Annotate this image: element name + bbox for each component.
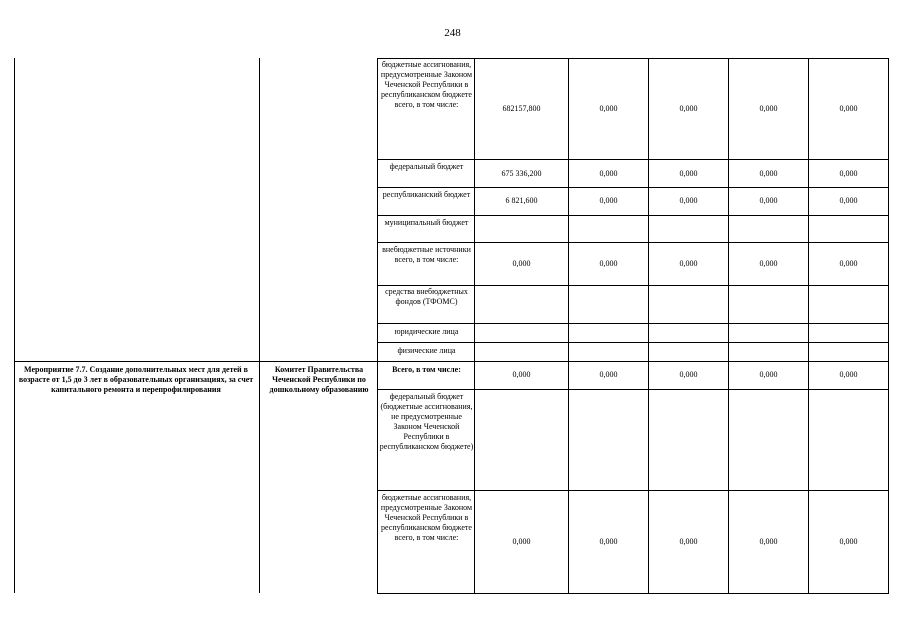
cell-value: 0,000 — [512, 259, 531, 268]
cell-value: 0,000 — [759, 196, 778, 205]
row-label: внебюджетные источники всего, в том числе: — [382, 245, 471, 264]
cell-value: 675 336,200 — [501, 169, 542, 178]
row-border — [377, 187, 889, 188]
row-border — [377, 285, 889, 286]
row-label: муниципальный бюджет — [384, 218, 469, 227]
cell-value: 0,000 — [839, 259, 858, 268]
cell-value: 0,000 — [679, 169, 698, 178]
row-border — [377, 389, 889, 390]
cell-value: 0,000 — [759, 370, 778, 379]
row-label: бюджетные ассигнования, предусмотренные Законом Чеченской Республики в республиканском бюджете всего, в том числе: — [380, 60, 473, 109]
cell-value: 0,000 — [599, 169, 618, 178]
row-border — [377, 242, 889, 243]
page-number: 248 — [444, 27, 461, 39]
row-border — [377, 159, 889, 160]
cell-value: 0,000 — [599, 104, 618, 113]
row-label: республиканский бюджет — [382, 190, 471, 199]
cell-value: 6 821,600 — [505, 196, 538, 205]
row-label: физические лица — [397, 346, 456, 355]
col-border — [568, 58, 569, 593]
col-border — [474, 58, 475, 593]
cell-value: 682157,800 — [502, 104, 541, 113]
col-border — [377, 58, 378, 593]
cell-value: 0,000 — [679, 370, 698, 379]
col-border — [259, 58, 260, 593]
row-label: федеральный бюджет (бюджетные ассигнования, не предусмотренные Законом Чеченской Республики в республиканском бюджете) — [379, 392, 474, 451]
row-border — [377, 323, 889, 324]
cell-value: 0,000 — [839, 196, 858, 205]
cell-value: 0,000 — [679, 196, 698, 205]
col-border — [648, 58, 649, 593]
measure-executor: Комитет Правительства Чеченской Республики по дошкольному образованию — [269, 365, 369, 394]
cell-value: 0,000 — [679, 104, 698, 113]
cell-value: 0,000 — [839, 370, 858, 379]
cell-value: 0,000 — [679, 259, 698, 268]
cell-value: 0,000 — [599, 259, 618, 268]
cell-value: 0,000 — [679, 537, 698, 546]
cell-value: 0,000 — [512, 537, 531, 546]
cell-value: 0,000 — [839, 104, 858, 113]
row-border — [377, 58, 889, 59]
cell-value: 0,000 — [599, 537, 618, 546]
row-border — [377, 490, 889, 491]
cell-value: 0,000 — [759, 537, 778, 546]
cell-value: 0,000 — [599, 370, 618, 379]
measure-title: Мероприятие 7.7. Создание дополнительных мест для детей в возрасте от 1,5 до 3 лет в образовательных организациях, за счет капитального ремонта и перепрофилирования — [18, 365, 254, 394]
row-border — [14, 361, 889, 362]
cell-value: 0,000 — [759, 169, 778, 178]
cell-value: 0,000 — [759, 104, 778, 113]
row-label: федеральный бюджет — [389, 162, 464, 171]
col-border — [888, 58, 889, 593]
col-border — [808, 58, 809, 593]
cell-value: 0,000 — [839, 169, 858, 178]
cell-value: 0,000 — [512, 370, 531, 379]
row-label: Всего, в том числе: — [392, 365, 461, 374]
row-label: бюджетные ассигнования, предусмотренные Законом Чеченской Республики в республиканском бюджете всего, в том числе: — [380, 493, 473, 542]
row-border — [377, 342, 889, 343]
row-label: юридические лица — [394, 327, 459, 336]
row-border — [377, 593, 889, 594]
col-border — [728, 58, 729, 593]
row-label: средства внебюджетных фондов (ТФОМС) — [385, 287, 468, 306]
cell-value: 0,000 — [759, 259, 778, 268]
row-border — [377, 215, 889, 216]
cell-value: 0,000 — [599, 196, 618, 205]
col-border — [14, 58, 15, 593]
cell-value: 0,000 — [839, 537, 858, 546]
